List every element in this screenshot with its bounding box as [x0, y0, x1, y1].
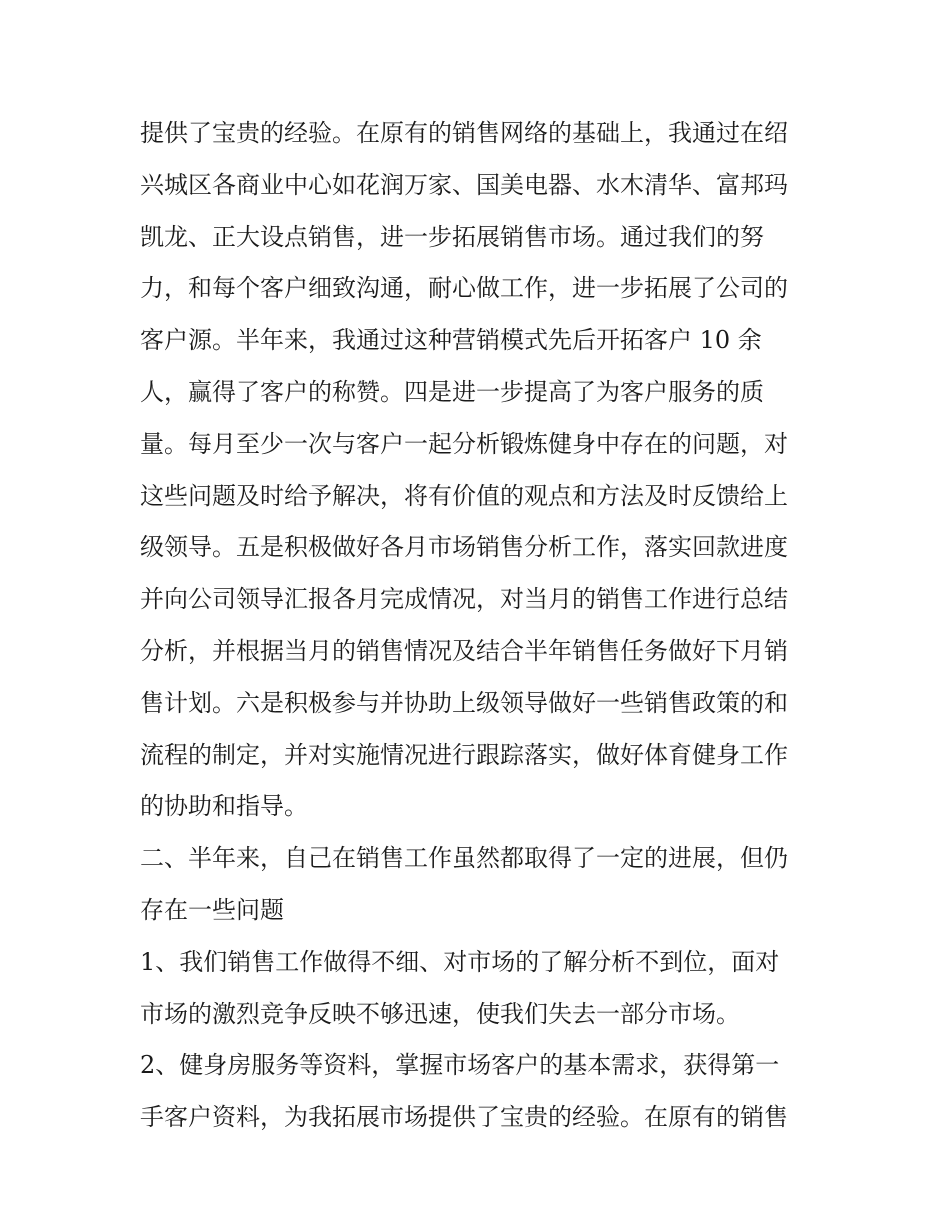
text-line: 客户源。半年来，我通过这种营销模式先后开拓客户 10 余: [140, 326, 762, 355]
text-line: 流程的制定，并对实施情况进行跟踪落实，做好体育健身工作: [140, 740, 788, 769]
text-line: 兴城区各商业中心如花润万家、国美电器、水木清华、富邦玛: [140, 170, 788, 199]
text-line: 这些问题及时给予解决，将有价值的观点和方法及时反馈给上: [140, 481, 788, 510]
text-line: 并向公司领导汇报各月完成情况，对当月的销售工作进行总结: [140, 585, 788, 614]
list-item: 手客户资料，为我拓展市场提供了宝贵的经验。在原有的销售: [140, 1103, 788, 1132]
text-line: 力，和每个客户细致沟通，耐心做工作，进一步拓展了公司的: [140, 274, 788, 303]
list-item: 市场的激烈竞争反映不够迅速，使我们失去一部分市场。: [140, 999, 740, 1028]
section-heading: 存在一些问题: [140, 895, 284, 924]
list-item: 1、我们销售工作做得不细、对市场的了解分析不到位，面对: [140, 947, 780, 976]
text-line: 提供了宝贵的经验。在原有的销售网络的基础上，我通过在绍: [140, 119, 788, 147]
text-line: 量。每月至少一次与客户一起分析锻炼健身中存在的问题，对: [140, 429, 788, 458]
text-line: 凯龙、正大设点销售，进一步拓展销售市场。通过我们的努: [140, 222, 764, 251]
list-item: 2、健身房服务等资料，掌握市场客户的基本需求，获得第一: [140, 1051, 780, 1080]
text-line: 人，赢得了客户的称赞。四是进一步提高了为客户服务的质: [140, 377, 764, 406]
text-line: 的协助和指导。: [140, 792, 308, 821]
section-heading: 二、半年来，自己在销售工作虽然都取得了一定的进展，但仍: [140, 844, 788, 873]
body-text: [140, 108, 820, 1144]
text-line: 售计划。六是积极参与并协助上级领导做好一些销售政策的和: [140, 688, 788, 717]
text-line: 分析，并根据当月的销售情况及结合半年销售任务做好下月销: [140, 636, 788, 665]
text-line: 级领导。五是积极做好各月市场销售分析工作，落实回款进度: [140, 533, 788, 562]
